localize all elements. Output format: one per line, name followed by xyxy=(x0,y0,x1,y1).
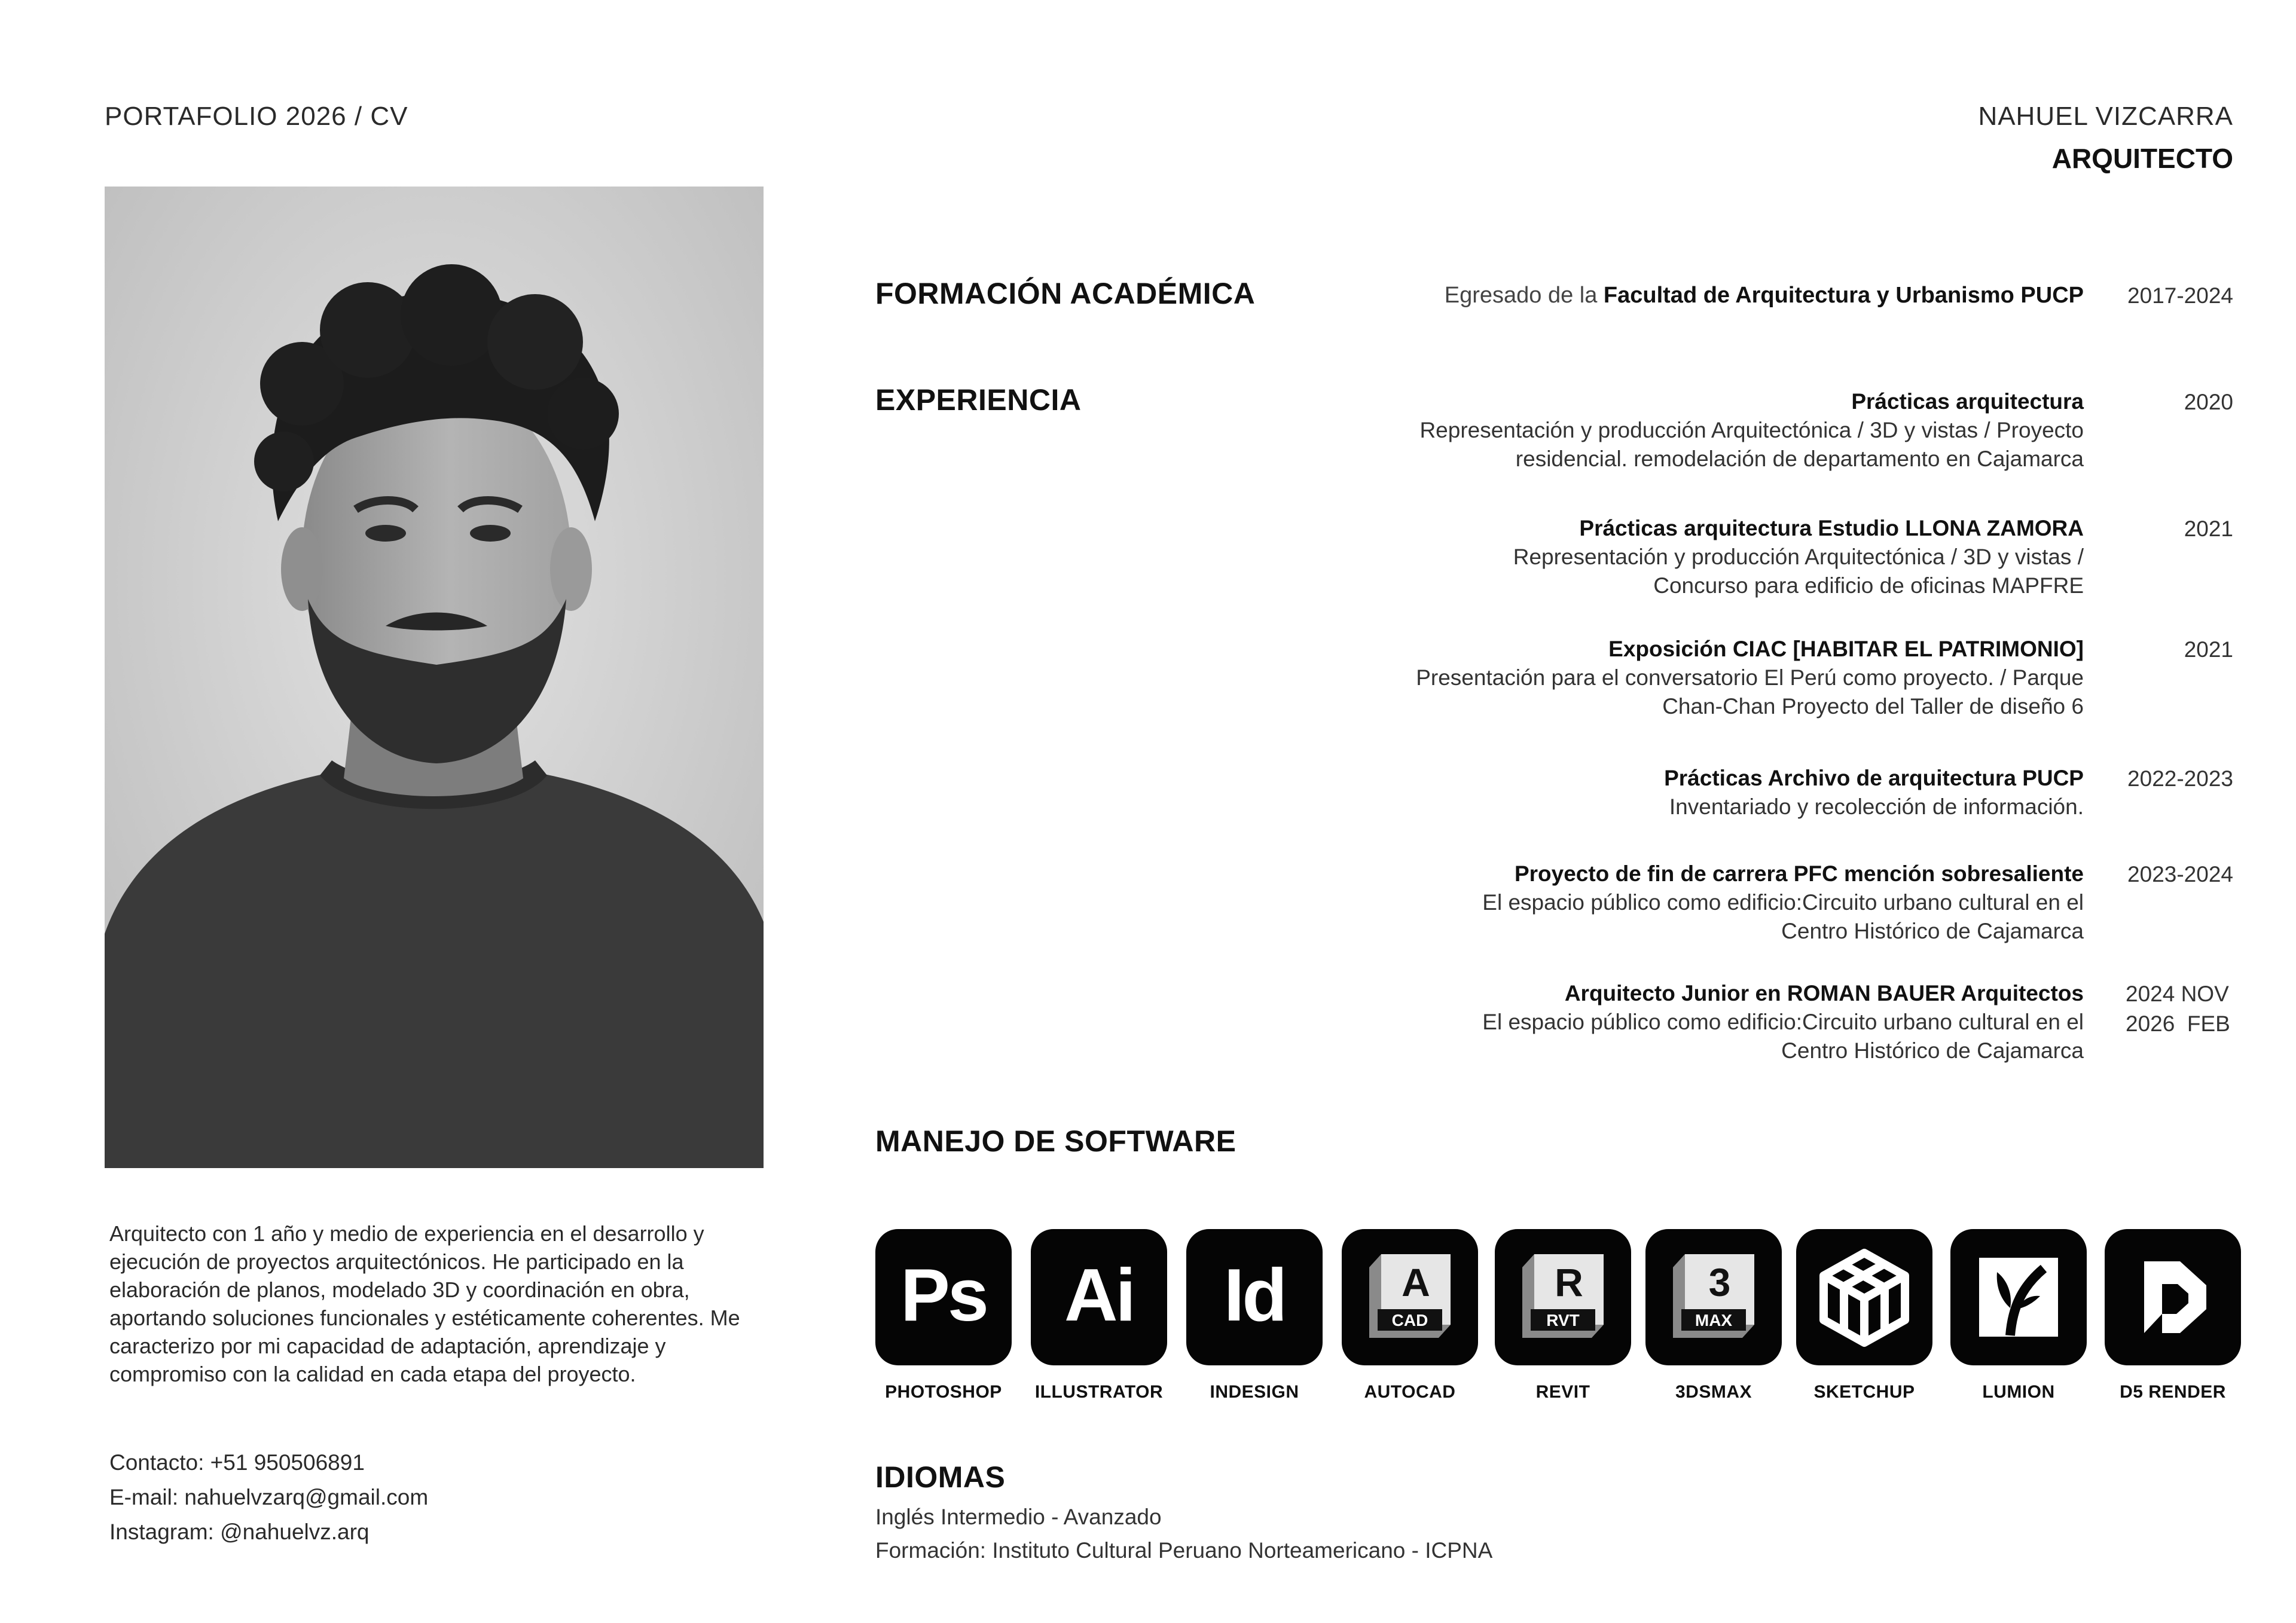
revit-sub: RVT xyxy=(1546,1311,1580,1329)
experience-desc: Presentación para el conversatorio El Perú como proyecto. / Parque Chan-Chan Proyecto del Taller de diseño 6 xyxy=(1416,665,2084,719)
experience-years: 2020 xyxy=(2184,390,2233,414)
experience-desc: Inventariado y recolección de información. xyxy=(1669,794,2084,819)
revit-glyph: R xyxy=(1555,1260,1583,1304)
education-entry xyxy=(1445,281,2084,310)
contact-block xyxy=(109,1445,428,1549)
author-role: ARQUITECTO xyxy=(2051,143,2233,174)
experience-title: Prácticas Archivo de arquitectura PUCP xyxy=(1664,766,2084,790)
experience-heading: EXPERIENCIA xyxy=(875,383,1082,417)
d5-render-icon xyxy=(2105,1229,2241,1365)
experience-item xyxy=(1378,635,2084,721)
portrait-photo xyxy=(105,187,764,1168)
author-name: NAHUEL VIZCARRA xyxy=(1978,102,2233,131)
experience-title: Arquitecto Junior en ROMAN BAUER Arquitectos xyxy=(1564,981,2084,1005)
experience-desc: Representación y producción Arquitectónica / 3D y vistas / Proyecto residencial. remodelación de departamento en Cajamarca xyxy=(1419,418,2084,471)
contact-email[interactable]: E-mail: nahuelvzarq@gmail.com xyxy=(109,1485,429,1509)
software-item xyxy=(1645,1229,1782,1402)
software-item xyxy=(1031,1229,1167,1402)
experience-years: 2024 NOV 2026 FEB xyxy=(2126,982,2230,1036)
autocad-glyph: A xyxy=(1402,1260,1430,1304)
revit-icon xyxy=(1495,1229,1631,1365)
experience-years: 2021 xyxy=(2184,516,2233,541)
photoshop-icon xyxy=(875,1229,1012,1365)
3dsmax-sub: MAX xyxy=(1694,1311,1733,1329)
education-prefix: Egresado de la xyxy=(1444,283,1604,308)
indesign-icon xyxy=(1186,1229,1323,1365)
3dsmax-glyph: 3 xyxy=(1708,1260,1731,1304)
software-item xyxy=(1796,1229,1932,1402)
experience-title: Prácticas arquitectura xyxy=(1851,389,2084,414)
experience-desc: Representación y producción Arquitectónica / 3D y vistas / Concurso para edificio de oficinas MAPFRE xyxy=(1513,545,2084,598)
education-heading: FORMACIÓN ACADÉMICA xyxy=(875,277,1256,310)
software-item xyxy=(1495,1229,1631,1402)
experience-desc: El espacio público como edificio:Circuito urbano cultural en el Centro Histórico de Cajamarca xyxy=(1482,890,2084,943)
experience-title: Proyecto de fin de carrera PFC mención sobresaliente xyxy=(1514,861,2084,886)
3dsmax-icon xyxy=(1645,1229,1782,1365)
software-heading: MANEJO DE SOFTWARE xyxy=(875,1124,1236,1158)
experience-title: Exposición CIAC [HABITAR EL PATRIMONIO] xyxy=(1608,637,2084,661)
software-label: 3DSMAX xyxy=(1675,1382,1752,1402)
illustrator-icon xyxy=(1031,1229,1167,1365)
software-item xyxy=(1186,1229,1323,1402)
software-label: REVIT xyxy=(1535,1382,1590,1402)
education-years: 2017-2024 xyxy=(2127,283,2233,308)
education-institution: Facultad de Arquitectura y Urbanismo PUCP xyxy=(1603,283,2084,308)
autocad-sub: CAD xyxy=(1391,1311,1428,1329)
experience-item xyxy=(1450,979,2084,1065)
software-item xyxy=(1950,1229,2087,1402)
software-item xyxy=(2105,1229,2241,1402)
software-item xyxy=(1342,1229,1478,1402)
software-label: LUMION xyxy=(1982,1382,2055,1402)
contact-instagram[interactable]: Instagram: @nahuelvz.arq xyxy=(109,1520,370,1544)
software-label: SKETCHUP xyxy=(1813,1382,1915,1402)
experience-years: 2023-2024 xyxy=(2127,862,2233,887)
language-level: Inglés Intermedio - Avanzado xyxy=(875,1505,1162,1529)
experience-item xyxy=(1486,514,2084,600)
experience-years: 2022-2023 xyxy=(2127,766,2233,791)
software-label: ILLUSTRATOR xyxy=(1034,1382,1164,1402)
software-label: INDESIGN xyxy=(1210,1382,1299,1402)
illustrator-glyph: Ai xyxy=(1064,1254,1134,1337)
experience-item xyxy=(1450,860,2084,946)
indesign-glyph: Id xyxy=(1223,1254,1286,1337)
experience-item xyxy=(1366,387,2084,473)
lumion-icon xyxy=(1950,1229,2087,1365)
language-training: Formación: Instituto Cultural Peruano Norteamericano - ICPNA xyxy=(875,1538,1493,1563)
languages-block xyxy=(875,1500,1492,1567)
photoshop-glyph: Ps xyxy=(900,1254,987,1337)
experience-item xyxy=(1366,764,2084,821)
bio-paragraph: Arquitecto con 1 año y medio de experiencia en el desarrollo y ejecución de proyectos arquitectónicos. He participado en la elaboración de planos, modelado 3D y coordinación en obra, aportando soluciones funcionales y estéticamente coherentes. Me caracterizo por mi capacidad de adaptación, aprendizaje y compromiso con la calidad en cada etapa del proyecto. xyxy=(109,1221,740,1386)
languages-heading: IDIOMAS xyxy=(875,1460,1006,1494)
software-item xyxy=(875,1229,1012,1402)
software-label: AUTOCAD xyxy=(1364,1382,1456,1402)
software-label: D5 RENDER xyxy=(2120,1382,2226,1402)
autocad-icon xyxy=(1342,1229,1478,1365)
experience-years: 2021 xyxy=(2184,637,2233,662)
contact-phone[interactable]: Contacto: +51 950506891 xyxy=(109,1450,365,1475)
document-header-label: PORTAFOLIO 2026 / CV xyxy=(105,102,408,131)
experience-desc: El espacio público como edificio:Circuito urbano cultural en el Centro Histórico de Cajamarca xyxy=(1482,1010,2084,1063)
sketchup-icon xyxy=(1796,1229,1932,1365)
experience-title: Prácticas arquitectura Estudio LLONA ZAMORA xyxy=(1579,516,2084,540)
software-label: PHOTOSHOP xyxy=(885,1382,1002,1402)
